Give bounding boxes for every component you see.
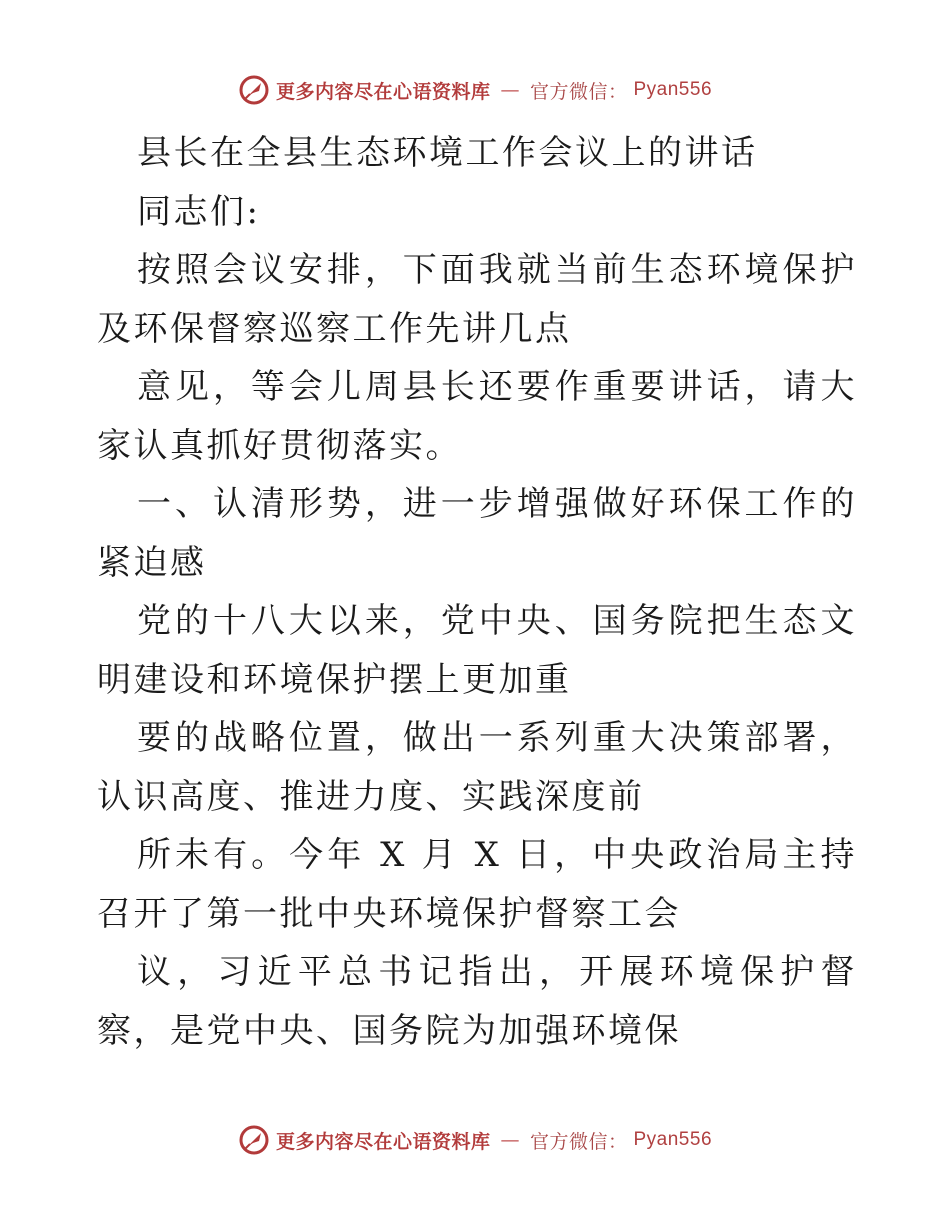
document-body [97, 124, 857, 1060]
wechat-id: Pyan556 [633, 79, 713, 100]
section-heading: 一、认清形势，进一步增强做好环保工作的紧迫感 [97, 484, 857, 583]
paragraph: 意见，等会儿周县长还要作重要讲话，请大家认真抓好贯彻落实。 [97, 367, 857, 466]
watermark-separator: — [500, 79, 520, 101]
watermark-text: 更多内容尽在心语资料库 [275, 1130, 491, 1153]
footer-watermark [0, 1120, 950, 1160]
pen-feather-logo-icon [238, 1124, 270, 1156]
pen-feather-logo-icon [238, 74, 270, 106]
wechat-id: Pyan556 [633, 1129, 713, 1150]
wechat-label: 官方微信： [529, 80, 628, 103]
wechat-label: 官方微信： [529, 1130, 628, 1153]
paragraph: 党的十八大以来，党中央、国务院把生态文明建设和环境保护摆上更加重 [97, 601, 857, 700]
header-watermark [0, 70, 950, 110]
watermark-text: 更多内容尽在心语资料库 [275, 80, 491, 103]
watermark-separator: — [500, 1129, 520, 1151]
document-title: 县长在全县生态环境工作会议上的讲话 [137, 133, 758, 173]
paragraph: 要的战略位置，做出一系列重大决策部署，认识高度、推进力度、实践深度前 [97, 718, 857, 817]
salutation: 同志们: [137, 191, 261, 232]
paragraph: 按照会议安排，下面我就当前生态环境保护及环保督察巡察工作先讲几点 [97, 250, 857, 349]
paragraph: 所未有。今年 X 月 X 日，中央政治局主持召开了第一批中央环境保护督察工会 [97, 835, 857, 934]
paragraph: 议，习近平总书记指出，开展环境保护督察，是党中央、国务院为加强环境保 [97, 952, 857, 1051]
